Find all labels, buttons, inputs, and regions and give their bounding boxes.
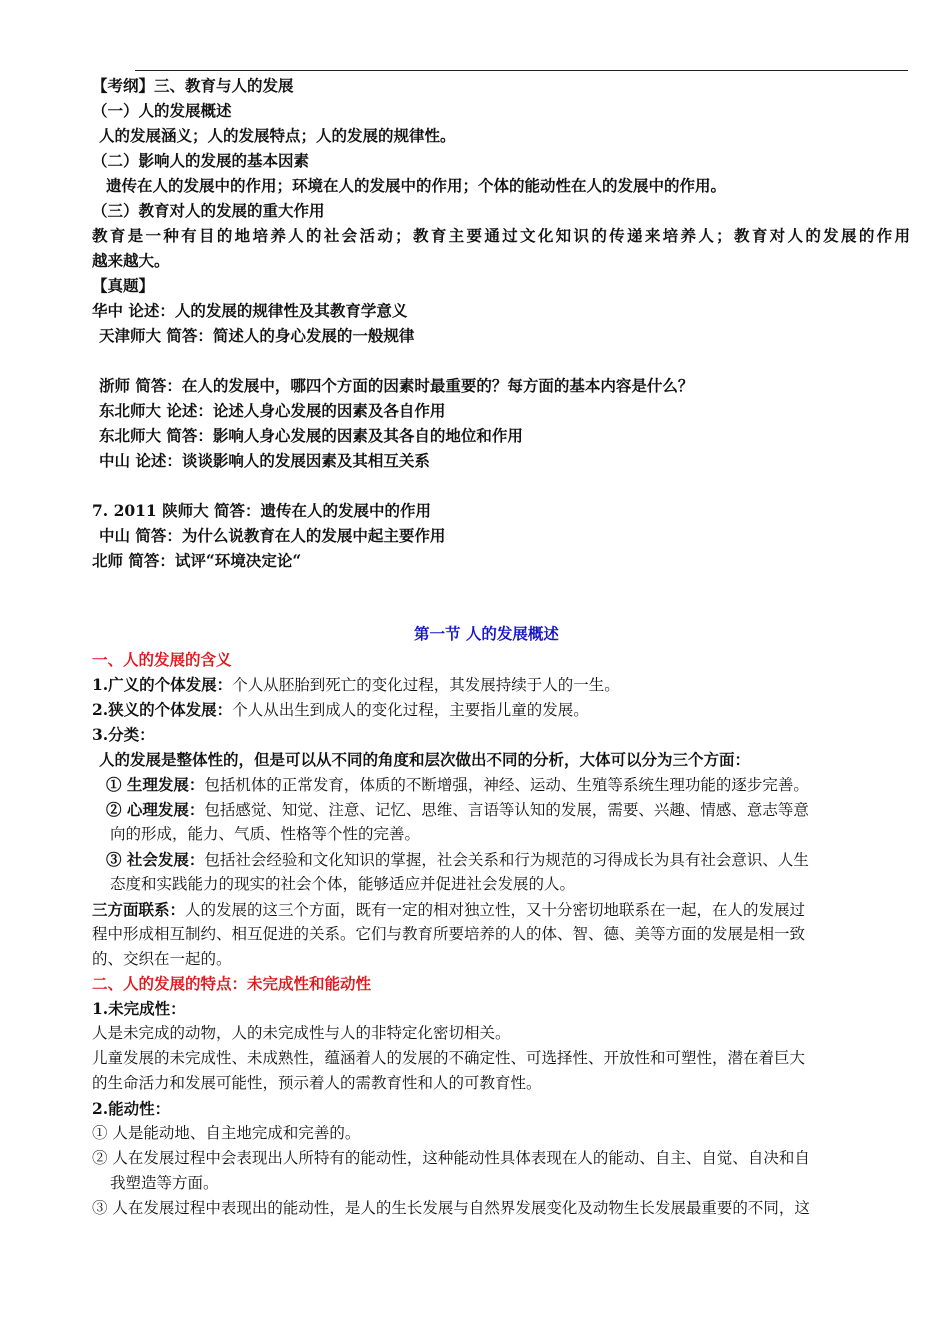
outline-item: 教育是一种有目的地培养人的社会活动；教育主要通过文化知识的传递来培养人；教育对人的发展的作用 <box>92 226 910 245</box>
paragraph-continued: 的、交织在一起的。 <box>92 950 232 968</box>
exam-question: 北师 简答：试评“环境决定论“ <box>92 551 302 570</box>
paragraph-continued: 程中形成相互制约、相互促进的关系。它们与教育所要培养的人的体、智、德、美等方面的发展是相一致 <box>92 925 806 943</box>
paragraph: 人是未完成的动物，人的未完成性与人的非特定化密切相关。 <box>92 1024 511 1042</box>
list-item: ③ 人在发展过程中表现出的能动性，是人的生长发展与自然界发展变化及动物生长发展最重要的不同，这 <box>92 1199 810 1217</box>
item-label: ③ 社会发展： <box>106 850 205 869</box>
item-text: 包括感觉、知觉、注意、记忆、思维、言语等认知的发展，需要、兴趣、情感、意志等意 <box>204 801 809 819</box>
list-item-continued: 我塑造等方面。 <box>110 1174 219 1192</box>
section-title: 第一节 人的发展概述 <box>414 624 559 643</box>
term-label: 1.广义的个体发展： <box>92 675 233 694</box>
outline-item: 遗传在人的发展中的作用；环境在人的发展中的作用；个体的能动性在人的发展中的作用。 <box>106 176 727 195</box>
exam-question: 华中 论述：人的发展的规律性及其教育学意义 <box>92 301 408 320</box>
paragraph <box>92 897 805 923</box>
exam-question: 浙师 简答：在人的发展中，哪四个方面的因素时最重要的？每方面的基本内容是什么？ <box>99 376 694 395</box>
exam-question: 东北师大 简答：影响人身心发展的因素及其各自的地位和作用 <box>99 426 523 445</box>
term-text: 个人从胚胎到死亡的变化过程，其发展持续于人的一生。 <box>232 676 620 694</box>
term-label: 1.未完成性： <box>92 999 186 1018</box>
list-item: ① 人是能动地、自主地完成和完善的。 <box>92 1124 361 1142</box>
exam-question: 中山 简答：为什么说教育在人的发展中起主要作用 <box>99 526 446 545</box>
outline-item: （二）影响人的发展的基本因素 <box>92 151 310 170</box>
list-item: ② 人在发展过程中会表现出人所特有的能动性，这种能动性具体表现在人的能动、自主、自觉、自决和自 <box>92 1149 810 1167</box>
list-item <box>106 797 908 823</box>
exam-question: 7. 2011 陕师大 简答：遗传在人的发展中的作用 <box>92 501 432 520</box>
section-heading: 一、人的发展的含义 <box>92 650 232 669</box>
outline-item: （三）教育对人的发展的重大作用 <box>92 201 325 220</box>
outline-heading: 【考纲】三、教育与人的发展 <box>92 76 294 95</box>
exam-question: 中山 论述：谈谈影响人的发展因素及其相互关系 <box>99 451 430 470</box>
list-item <box>106 772 809 798</box>
term-label: 2.狭义的个体发展： <box>92 700 233 719</box>
term-text: 个人从出生到成人的变化过程，主要指儿童的发展。 <box>232 701 589 719</box>
header-rule <box>135 70 908 71</box>
outline-item: 越来越大。 <box>92 251 170 270</box>
term-label: 2.能动性： <box>92 1099 171 1118</box>
item-label: ② 心理发展： <box>106 800 205 819</box>
paragraph <box>92 672 620 698</box>
section-heading: 二、人的发展的特点：未完成性和能动性 <box>92 974 372 993</box>
exam-question: 天津师大 简答：简述人的身心发展的一般规律 <box>99 326 415 345</box>
exam-heading: 【真题】 <box>92 276 155 295</box>
outline-item: 人的发展涵义；人的发展特点；人的发展的规律性。 <box>99 126 456 145</box>
item-text: 包括社会经验和文化知识的掌握，社会关系和行为规范的习得成长为具有社会意识、人生 <box>204 851 809 869</box>
paragraph: 儿童发展的未完成性、未成熟性，蕴涵着人的发展的不确定性、可选择性、开放性和可塑性，潜在着巨大 <box>92 1049 806 1067</box>
term-label: 3.分类： <box>92 725 155 744</box>
list-item <box>106 847 809 873</box>
list-item-continued: 态度和实践能力的现实的社会个体，能够适应并促进社会发展的人。 <box>110 875 576 893</box>
paragraph <box>92 697 589 723</box>
term-text: 人的发展的这三个方面，既有一定的相对独立性，又十分密切地联系在一起，在人的发展过 <box>185 901 806 919</box>
item-text: 包括机体的正常发育，体质的不断增强，神经、运动、生殖等系统生理功能的逐步完善。 <box>204 776 809 794</box>
paragraph-continued: 的生命活力和发展可能性，预示着人的需教育性和人的可教育性。 <box>92 1074 542 1092</box>
paragraph: 人的发展是整体性的，但是可以从不同的角度和层次做出不同的分析，大体可以分为三个方面： <box>99 750 751 769</box>
list-item-continued: 向的形成，能力、气质、性格等个性的完善。 <box>110 825 421 843</box>
item-label: ① 生理发展： <box>106 775 205 794</box>
outline-item: （一）人的发展概述 <box>92 101 232 120</box>
exam-question: 东北师大 论述：论述人身心发展的因素及各自作用 <box>99 401 446 420</box>
term-label: 三方面联系： <box>92 900 186 919</box>
